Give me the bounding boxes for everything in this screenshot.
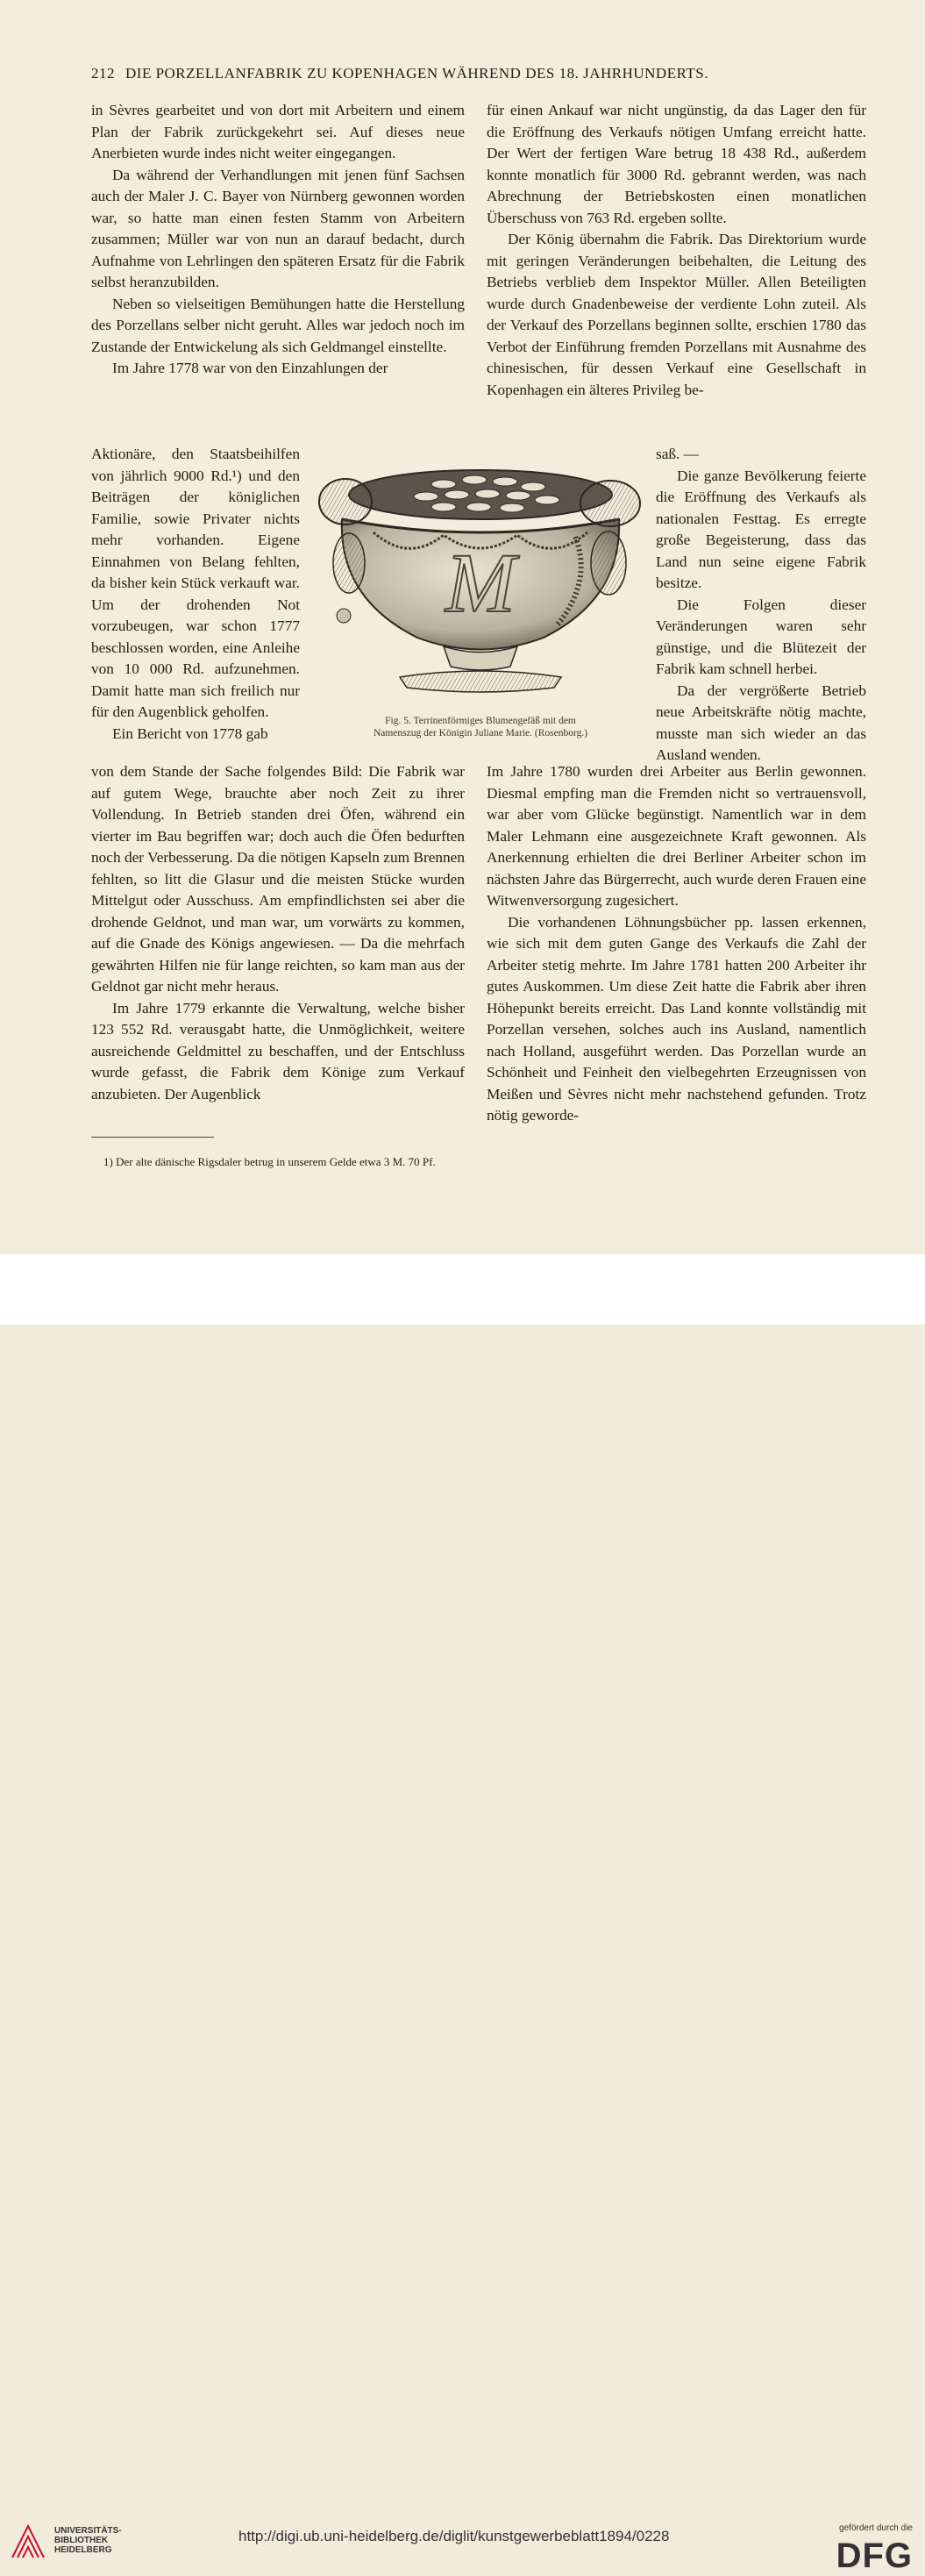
page-number: 212 xyxy=(91,65,115,82)
caption-line: Namenszug der Königin Juliane Marie. (Rosenborg.) xyxy=(373,728,588,739)
funding-note: gefördert durch die xyxy=(839,2523,913,2533)
paragraph: Aktionäre, den Staatsbeihilfen von jährlich 9000 Rd.¹) und den Beiträgen der königlichen Familie, sowie Privater nichts mehr vorhanden. Eigene Einnahmen von Belang fehlten, da bisher kein Stück verkauft war. Um der drohenden Not vorzubeugen, war schon 1777 beschlossen worden, eine Anleihe von 10 000 Rd. aufzunehmen. Damit hatte man sich freilich nur für den Augenblick geholfen. xyxy=(91,446,300,720)
left-column-bottom xyxy=(91,761,465,1105)
university-library-logo-icon xyxy=(9,2522,47,2561)
paragraph: Da der vergrößerte Betrieb neue Arbeitskräfte nötig machte, musste man sich wieder an das Ausland wenden. xyxy=(656,681,866,763)
left-handle-figure xyxy=(319,479,372,623)
paragraph: saß. — xyxy=(656,446,699,462)
monogram: M xyxy=(445,536,516,630)
paragraph: Die Folgen dieser Veränderungen waren sehr günstige, und die Blütezeit der Fabrik kam schnell herbei. xyxy=(656,596,866,677)
left-column-beside-figure xyxy=(91,444,300,745)
running-title: DIE PORZELLANFABRIK ZU KOPENHAGEN WÄHREND DES 18. JAHRHUNDERTS. xyxy=(125,65,708,82)
paragraph: für einen Ankauf war nicht ungünstig, da das Lager den für die Eröffnung des Verkaufs nötigen Umfang erreicht hatte. Der Wert der fertigen Ware betrug 18 438 Rd., außerdem konnte monatlich für 3000 Rd. gebrannt werden, was nach Abrechnung der Betriebskosten einen monatlichen Überschuss von 763 Rd. ergeben sollte. xyxy=(487,102,866,226)
caption-line: Fig. 5. Terrinenförmiges Blumengefäß mit dem xyxy=(385,716,576,726)
source-url-link[interactable]: http://digi.ub.uni-heidelberg.de/diglit/kunstgewerbeblatt1894/0228 xyxy=(238,2528,670,2544)
right-column-beside-figure xyxy=(656,444,866,767)
paragraph: Neben so vielseitigen Bemühungen hatte die Herstellung des Porzellans selber nicht geruht. Alles war jedoch noch im Zustande der Entwickelung als sich Geldmangel einstellte. xyxy=(91,295,465,355)
scanned-page xyxy=(0,0,925,1254)
paragraph: Da während der Verhandlungen mit jenen fünf Sachsen auch der Maler J. C. Bayer von Nürnberg gewonnen worden war, so hatte man einen festen Stamm von Arbeitern zusammen; Müller war von nun an darauf bedacht, durch Aufnahme von Lehrlingen den späteren Ersatz für die Fabrik selbst heranzubilden. xyxy=(91,166,465,290)
footnote-text: 1) Der alte dänische Rigsdaler betrug in unserem Gelde etwa 3 M. 70 Pf. xyxy=(103,1155,436,1168)
paragraph: in Sèvres gearbeitet und von dort mit Arbeitern und einem Plan der Fabrik zurückgekehrt sei. Auf dieses neue Anerbieten wurde indes nicht weiter eingegangen. xyxy=(91,102,465,161)
paragraph: Ein Bericht von 1778 gab xyxy=(112,724,268,742)
paragraph: Im Jahre 1780 wurden drei Arbeiter aus Berlin gewonnen. Diesmal empfing man die Fremden nicht so vertrauensvoll, war aber vom Glücke begünstigt. Namentlich war in dem Maler Lehmann eine ausgezeichnete Kraft gewonnen. Als Anerkennung erhielten die drei Berliner Arbeiter schon im nächsten Jahre das Bürgerrecht, auch wurde deren Frauen eine Witwenversorgung zugesichert. xyxy=(487,763,866,909)
figure-caption xyxy=(312,715,649,739)
paragraph: Die vorhandenen Löhnungsbücher pp. lassen erkennen, wie sich mit dem guten Gange des Verkaufs die Zahl der Arbeiter stetig mehrte. Im Jahre 1781 hatten 200 Arbeiter ihr gutes Auskommen. Um diese Zeit hatte die Fabrik aber ihren Höhepunkt bereits erreicht. Das Land konnte vollständig mit Porzellan versehen, solches auch ins Ausland, namentlich nach Holland, ausgeführt werden. Das Porzellan wurde an Schönheit und Feinheit den vielbegehrten Erzeugnissen von Meißen und Sèvres nicht mehr nachstehend gefunden. Trotz nötig geworde- xyxy=(487,913,866,1124)
paragraph: Im Jahre 1778 war von den Einzahlungen der xyxy=(112,360,388,376)
vase-illustration xyxy=(312,458,649,695)
footnote-rule xyxy=(91,1137,214,1138)
library-line: HEIDELBERG xyxy=(54,2545,112,2555)
library-name xyxy=(54,2526,122,2555)
right-column-bottom xyxy=(487,761,866,1127)
paragraph: von dem Stande der Sache folgendes Bild: Die Fabrik war auf gutem Wege, brauchte aber noch Zeit zu ihrer Vollendung. In Betrieb standen drei Öfen, während ein vierter im Bau begriffen war; doch auch die Öfen bedurften noch der Verbesserung. Da die nötigen Kapseln zum Brennen fehlten, so litt die Glasur und die meisten Stücke wurden Mittelgut oder Ausschuss. Am empfindlichsten sei aber die drohende Geldnot, und man war, um vorwärts zu kommen, auf die Gnade des Königs angewiesen. — Da die mehrfach gewährten Hilfen nie für lange reichten, so kam man aus der Geldnot gar nicht mehr heraus. xyxy=(91,763,465,995)
paragraph: Die ganze Bevölkerung feierte die Eröffnung des Verkaufs als nationalen Festtag. Es erregte große Begeisterung, dass das Land nun seine eigene Fabrik besitze. xyxy=(656,467,866,591)
left-column-top xyxy=(91,100,465,380)
paragraph: Der König übernahm die Fabrik. Das Direktorium wurde mit geringen Veränderungen beibehalten, die Leitung des Betriebs verblieb dem Inspektor Müller. Allen Beteiligten wurde durch Gnadenbeweise der verdiente Lohn zuteil. Als der Verkauf des Porzellans beginnen sollte, erschien 1780 das Verbot der Einführung fremden Porzellans mit Ausnahme des chinesischen, für dessen Verkauf eine Gesellschaft in Kopenhagen ein älteres Privileg be- xyxy=(487,231,866,398)
dfg-logo: DFG xyxy=(836,2537,913,2575)
viewer-footer xyxy=(0,1254,925,2575)
library-line: UNIVERSITÄTS- xyxy=(54,2526,122,2536)
paragraph: Im Jahre 1779 erkannte die Verwaltung, welche bisher 123 552 Rd. verausgabt hatte, die Unmöglichkeit, weitere ausreichende Geldmittel zu beschaffen, und der Entschluss wurde gefasst, die Fabrik dem Könige zum Verkauf anzubieten. Der Augenblick xyxy=(91,999,465,1102)
right-column-top xyxy=(487,100,866,401)
library-line: BIBLIOTHEK xyxy=(54,2536,109,2545)
footnote xyxy=(91,1154,465,1169)
running-header xyxy=(91,65,872,82)
